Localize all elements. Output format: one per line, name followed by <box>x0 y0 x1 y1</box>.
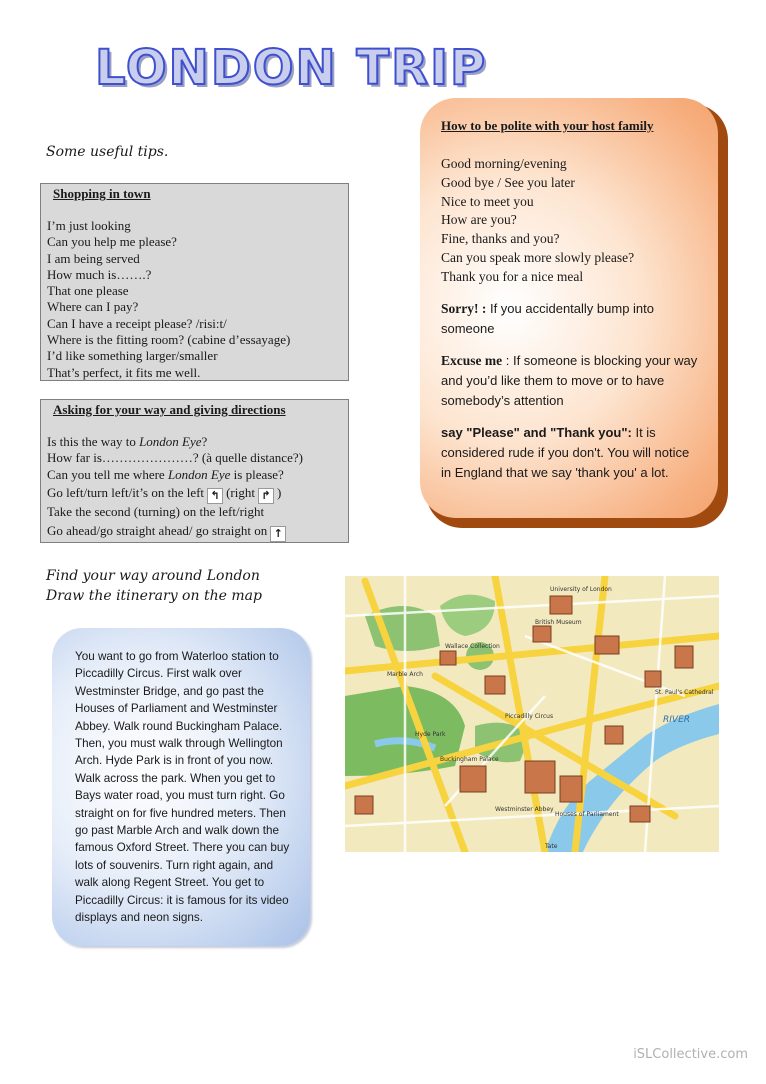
polite-box <box>420 98 718 518</box>
directions-box <box>40 399 349 543</box>
find-way-line: Draw the itinerary on the map <box>46 588 262 604</box>
place-name: London Eye <box>139 434 202 449</box>
shopping-phrase: I am being served <box>47 250 140 266</box>
london-map-image <box>345 576 719 852</box>
straight-on-icon: ↑ <box>270 526 286 542</box>
map-label: Piccadilly Circus <box>505 713 554 720</box>
directions-line <box>47 523 342 542</box>
map-label: Buckingham Palace <box>440 756 499 763</box>
polite-phrases <box>441 155 698 287</box>
map-label: St. Paul's Cathedral <box>655 689 714 696</box>
polite-phrase: Good bye / See you later <box>441 174 575 190</box>
tip-term: say "Please" and "Thank you": <box>441 424 632 440</box>
polite-phrase: Thank you for a nice meal <box>441 268 584 284</box>
sorry-tip <box>441 299 698 339</box>
directions-line: How far is…………………? (à quelle distance?) <box>47 450 303 466</box>
text: Is this the way to <box>47 434 140 449</box>
text: is please? <box>230 466 284 482</box>
map-label: Houses of Parliament <box>555 811 619 818</box>
directions-heading: Asking for your way and giving directions <box>53 402 286 417</box>
directions-line: Take the second (turning) on the left/right <box>47 503 265 519</box>
directions-line <box>47 434 342 450</box>
excuse-tip <box>441 351 698 411</box>
page-title: LONDON TRIP <box>95 40 488 96</box>
polite-phrase: Good morning/evening <box>441 156 567 171</box>
directions-line <box>47 467 342 483</box>
shopping-box <box>40 183 349 381</box>
shopping-phrase: How much is…….? <box>47 266 152 282</box>
find-way-heading <box>46 566 262 606</box>
shopping-heading: Shopping in town <box>53 186 151 201</box>
polite-heading: How to be polite with your host family <box>441 118 654 133</box>
tips-heading: Some useful tips. <box>46 144 169 160</box>
map-label: Marble Arch <box>387 671 423 678</box>
shopping-phrase: I’m just looking <box>47 218 131 233</box>
text: Go left/turn left/it’s on the left <box>47 484 205 500</box>
watermark: iSLCollective.com <box>633 1047 748 1062</box>
turn-left-icon: ↰ <box>207 488 223 504</box>
tip-term: Sorry! : <box>441 300 487 316</box>
polite-phrase: How are you? <box>441 212 517 228</box>
polite-phrase: Nice to meet you <box>441 193 534 209</box>
shopping-phrase: That one please <box>47 283 129 299</box>
tip-text: If you accidentally bump into someone <box>441 300 655 336</box>
polite-phrase: Fine, thanks and you? <box>441 231 560 247</box>
text: ? <box>201 434 208 449</box>
map-label: University of London <box>550 586 612 593</box>
map-label: Hyde Park <box>415 731 446 738</box>
shopping-phrase: Can you help me please? <box>47 234 177 250</box>
shopping-phrase: Can I have a receipt please? /risi:t/ <box>47 315 227 331</box>
polite-phrase: Can you speak more slowly please? <box>441 249 635 265</box>
text: ) <box>276 484 282 500</box>
find-way-line: Find your way around London <box>46 568 260 584</box>
map-label-river: RIVER <box>663 715 691 725</box>
shopping-phrase: That’s perfect, it fits me well. <box>47 364 201 380</box>
map-label: Wallace Collection <box>445 643 500 650</box>
map-label: British Museum <box>535 619 582 626</box>
map-label: Tate <box>545 843 558 850</box>
text: (right <box>226 484 255 500</box>
text: Go ahead/go straight ahead/ go straight on <box>47 523 268 539</box>
text: Can you tell me where <box>47 466 168 482</box>
tip-text: : If someone is blocking your way and you’d like them to move or to have somebody’s attention <box>441 352 698 408</box>
directions-line <box>47 485 342 504</box>
turn-right-icon: ↱ <box>258 488 274 504</box>
shopping-phrase: Where can I pay? <box>47 299 139 315</box>
london-map <box>345 576 719 852</box>
map-label: Westminster Abbey <box>495 806 554 813</box>
shopping-phrases <box>47 218 342 381</box>
shopping-phrase: Where is the fitting room? (cabine d’essayage) <box>47 332 291 348</box>
tip-term: Excuse me <box>441 352 503 368</box>
route-instructions: You want to go from Waterloo station to Piccadilly Circus. First walk over Westminster Bridge, and go past the Houses of Parliament and Westminster Abbey. Walk round Buckingham Palace. Then, you must walk through Wellington Arch. Hyde Park is in front of you now. Walk across the park. When you get to Bays water road, you must turn right. Go straight on for five hundred meters. Then go past Marble Arch and walk down the famous Oxford Street. There you can buy lots of souvenirs. Turn right again, and walk along Regent Street. You get to Piccadilly Circus: it is famous for its video displays and neon signs. <box>75 650 290 925</box>
tip-text: It is considered rude if you don't. You will notice in England that we say 'thank you' a lot. <box>441 424 690 480</box>
shopping-phrase: I’d like something larger/smaller <box>47 348 218 364</box>
place-name: London Eye <box>167 466 231 482</box>
route-instructions-box <box>52 628 310 946</box>
please-tip <box>441 423 698 483</box>
